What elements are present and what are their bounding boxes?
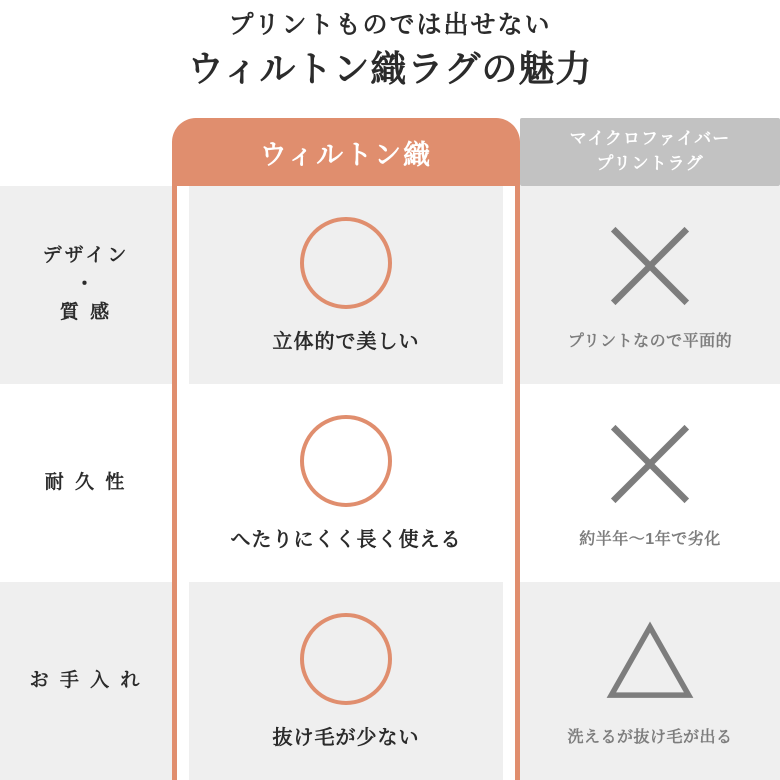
- main-cell: [172, 186, 520, 384]
- row-label-line: 質 感: [59, 302, 113, 324]
- row-label-cell: [0, 186, 172, 384]
- row-label-cell: [0, 582, 172, 780]
- other-cell: [520, 582, 780, 780]
- row-label-line: 耐 久 性: [44, 471, 128, 493]
- triangle-icon: [604, 616, 696, 708]
- circle-icon: [300, 217, 392, 309]
- main-caption: 抜け毛が少ない: [272, 726, 420, 749]
- row-label-line: ・: [74, 273, 97, 295]
- main-caption: へたりにくく長く使える: [230, 528, 462, 551]
- other-cell: [520, 186, 780, 384]
- comparison-table: [0, 118, 780, 780]
- other-caption: 約半年〜1年で劣化: [579, 530, 721, 548]
- title-line-2: ウィルトン織ラグの魅力: [187, 48, 593, 89]
- title-line-1: プリントものでは出せない: [228, 11, 552, 39]
- main-column-header: [172, 118, 520, 186]
- other-column-header-line-2: プリントラグ: [596, 154, 704, 173]
- other-cell: [520, 384, 780, 582]
- other-column-header-line-1: マイクロファイバー: [569, 129, 731, 149]
- other-column-header: [520, 118, 780, 186]
- circle-icon: [300, 613, 392, 705]
- circle-icon: [300, 415, 392, 507]
- row-label-cell: [0, 384, 172, 582]
- main-cell: [172, 384, 520, 582]
- main-column-header-label: ウィルトン織: [259, 139, 433, 170]
- main-cell: [172, 582, 520, 780]
- row-label-line: デザイン: [42, 245, 130, 267]
- other-caption: 洗えるが抜け毛が出る: [567, 728, 733, 746]
- cross-icon: [604, 220, 696, 312]
- row-label-line: お 手 入 れ: [29, 669, 143, 691]
- other-caption: プリントなので平面的: [567, 332, 733, 350]
- page-title: [0, 8, 780, 94]
- cross-icon: [604, 418, 696, 510]
- main-caption: 立体的で美しい: [272, 330, 420, 353]
